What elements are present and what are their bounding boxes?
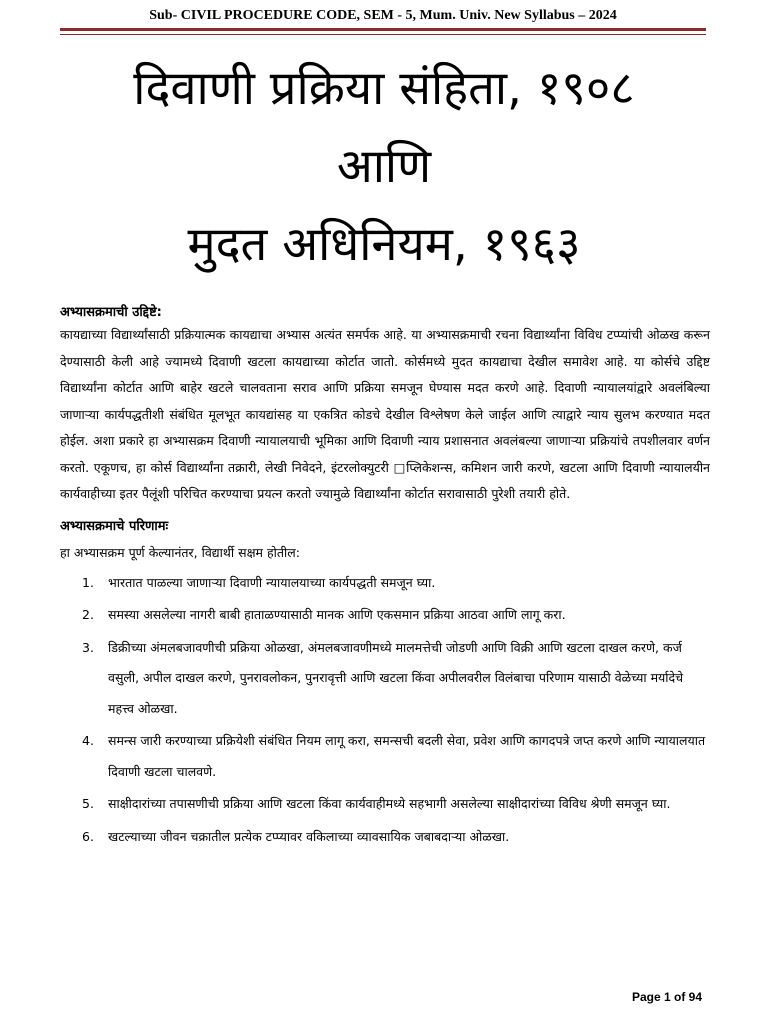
list-item — [60, 600, 710, 631]
list-item-text: खटल्याच्या जीवन चक्रातील प्रत्येक टप्प्यावर वकिलाच्या व्यावसायिक जबाबदाऱ्या ओळखा. — [108, 828, 510, 844]
document-title — [40, 50, 728, 284]
list-item-text: समस्या असलेल्या नागरी बाबी हाताळण्यासाठी मानक आणि एकसमान प्रक्रिया आठवा आणि लागू करा. — [108, 607, 566, 622]
header-rule-thick — [60, 28, 706, 31]
outcomes-list — [60, 568, 710, 853]
list-item-text: भारतात पाळल्या जाणाऱ्या दिवाणी न्यायालयाच्या कार्यपद्धती समजून घ्या. — [108, 574, 436, 590]
list-item — [60, 789, 710, 820]
outcomes-heading: अभ्यासक्रमाचे परिणामः — [60, 518, 169, 534]
list-item-text: साक्षीदारांच्या तपासणीची प्रक्रिया आणि खटला किंवा कार्यवाहीमध्ये सहभागी असलेल्या साक्षीदारांच्या विविध श्रेणी समजून घ्या. — [108, 796, 671, 811]
list-item — [60, 633, 710, 725]
title-line-1: दिवाणी प्रक्रिया संहिता, १९०८ — [133, 61, 635, 116]
title-line-3: मुदत अधिनियम, १९६३ — [187, 217, 581, 272]
objectives-heading: अभ्यासक्रमाची उद्दिष्टे: — [60, 305, 162, 320]
objectives-paragraph: कायद्याच्या विद्यार्थ्यांसाठी प्रक्रियात्मक कायद्याचा अभ्यास अत्यंत समर्पक आहे. या अभ्यासक्रमाची रचना विद्यार्थ्यांना विविध टप्प्यांची ओळख करून देण्यासाठी केली आहे ज्यामध्ये दिवाणी खटला कायद्याच्या कोर्टात जातो. कोर्समध्ये मुदत कायद्याचा देखील समावेश आहे. या कोर्सचे उद्दिष्ट विद्यार्थ्यांना कोर्टात आणि बाहेर खटले चालवताना सराव आणि प्रक्रिया समजून घेण्यास मदत करणे आहे. दिवाणी न्यायालयांद्वारे अवलंबिल्या जाणाऱ्या कार्यपद्धतीशी संबंधित मूलभूत कायद्यांसह या एकत्रित कोडचे देखील विश्लेषण केले जाईल आणि त्याद्वारे न्याय सुलभ करण्यात मदत होईल. अशा प्रकारे हा अभ्यासक्रम दिवाणी न्यायालयाची भूमिका आणि दिवाणी न्याय प्रशासनात अवलंबल्या जाणाऱ्या प्रक्रियांचे तपशीलवार वर्णन करतो. एकूणच, हा कोर्स विद्यार्थ्यांना तक्रारी, लेखी निवेदने, इंटरलोक्युटरी □प्लिकेशन्स, कमिशन जारी करणे, खटला आणि दिवाणी न्यायालयीन कार्यवाहीच्या इतर पैलूंशी परिचित करण्याचा प्रयत्न करतो ज्यामुळे विद्यार्थ्यांना कोर्टात सरावासाठी पुरेशी तयारी होते. — [60, 327, 710, 501]
page-content — [60, 304, 710, 854]
list-item — [60, 822, 710, 853]
list-item-number: 4. — [82, 733, 94, 748]
outcomes-intro: हा अभ्यासक्रम पूर्ण केल्यानंतर, विद्यार्थी सक्षम होतील: — [60, 544, 300, 560]
title-line-2: आणि — [336, 139, 432, 194]
list-item-number: 3. — [82, 639, 94, 655]
list-item-number: 1. — [82, 574, 94, 590]
list-item-number: 2. — [82, 607, 94, 622]
list-item-text: डिक्रीच्या अंमलबजावणीची प्रक्रिया ओळखा, अंमलबजावणीमध्ये मालमत्तेची जोडणी आणि विक्री आणि खटला दाखल करणे, कर्ज वसुली, अपील दाखल करणे, पुनरावलोकन, पुनरावृत्ती आणि खटला किंवा अपीलवरील विलंबाचा परिणाम यासाठी वेळेच्या मर्यादेचे महत्त्व ओळखा. — [108, 639, 684, 716]
list-item-number: 5. — [82, 796, 94, 811]
list-item-number: 6. — [82, 828, 94, 844]
list-item — [60, 568, 710, 599]
list-item-text: समन्स जारी करण्याच्या प्रक्रियेशी संबंधित नियम लागू करा, समन्सची बदली सेवा, प्रवेश आणि कागदपत्रे जप्त करणे आणि न्यायालयात दिवाणी खटला चालवणे. — [108, 733, 706, 779]
header-rule-thin — [60, 34, 706, 35]
running-header: Sub- CIVIL PROCEDURE CODE, SEM - 5, Mum. Univ. New Syllabus – 2024 — [149, 8, 617, 23]
list-item — [60, 726, 710, 787]
page-number: Page 1 of 94 — [631, 990, 702, 1004]
